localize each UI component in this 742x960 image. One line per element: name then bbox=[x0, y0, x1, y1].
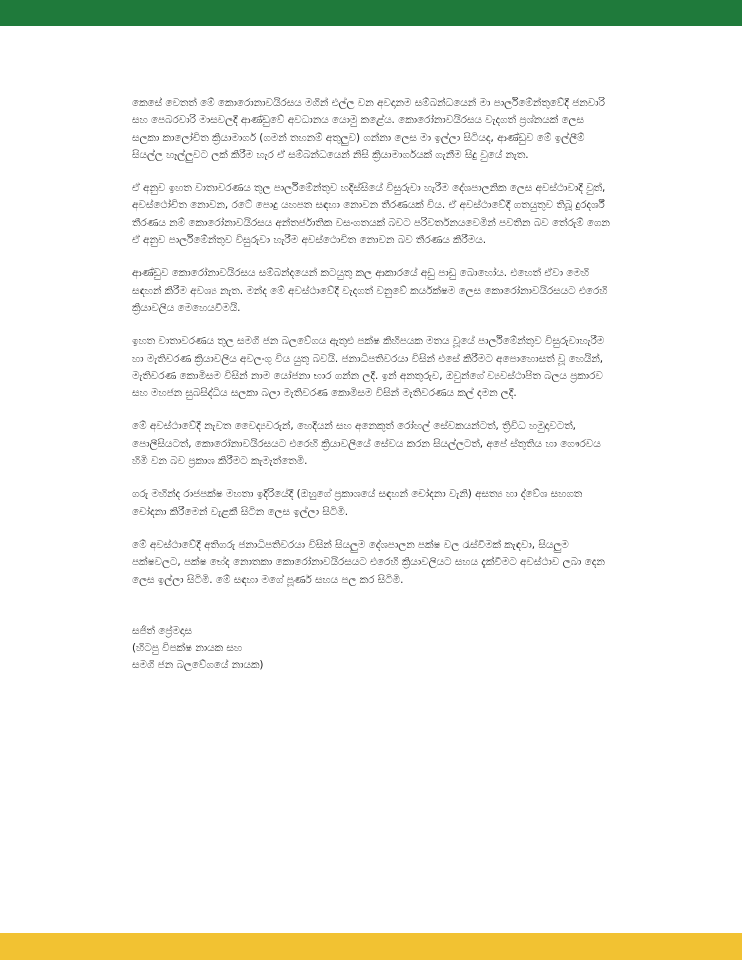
paragraph-1: කෙසේ වෙතත් මේ කොරොනාවයිරසය මගින් එල්ල වන අවදානම සම්බන්ධයෙන් මා පාර්ලිමේන්තුවේදී ජනවාරි සහ පෙබරවාරි මාසවලදී ආණ්ඩුවේ අවධානය යොමු කළේය. කොරෝනාවයිරසය වැදගත් ප්‍රශ්නයක් ලෙස සලකා කාලෝචිත ක්‍රියාමාර්ග (ගමන් තහනම් අතුලුව) ගන්නා ලෙස මා ඉල්ලා සිටියද, ආණ්ඩුව මේ ඉල්ලීම් සියල්ල හෑල්ලුවට ලක් කිරීම හැර ඒ සම්බන්ධයෙන් නිසි ක්‍රියාමාර්ගයක් ගැනීම සිදු වුයේ නැත. bbox=[132, 97, 605, 161]
letter-body bbox=[132, 95, 612, 675]
paragraph-4: ඉහත වාතාවරණය තුල සමගි ජන බලවේගය ඇතුළු පක්ෂ කිහිපයක මතය වූයේ පාර්ලිමේන්තුව විසුරුවාහැරීම හා මැතිවරණ ක්‍රියාවලිය අවලංගු විය යුතු බවයි. ජනාධිපතිවරයා විසින් එසේ කිරීමට අපොහොසත් වූ හෙයින්, මැතිවරණ කොමිසම විසින් නාම යෝජනා භාර ගන්න ලදී. ඉන් අනතුරුව, ඔවුන්ගේ ව්‍යවස්ථාපිත බලය ප්‍රකාරව සහ මහජන සුබසිද්ධිය සලකා බලා මැතිවරණ කොමිසම විසින් මැතිවරණය කල් දමන ලදී. bbox=[132, 335, 605, 400]
bottom-yellow-band bbox=[0, 933, 742, 960]
paragraph-5: මේ අවස්ථාවේදී නැවත වෛද්‍යවරුන්, හෙදියන් සහ අනෙකුත් රෝහල් සේවකයන්ටත්, ත්‍රිවිධ හමුදාවටත්, පොලීසියටත්, කොරෝනාවයිරසයට එරෙහි ක්‍රියාවලියේ සේවය කරන සියල්ලටත්, අපේ ස්තුතිය හා ගෞරවය හිමි වන බව ප්‍රකාශ කිරීමට කැමැත්තෙමි. bbox=[132, 420, 601, 468]
signatory-name: සජිත් ප්‍රේමදාස bbox=[132, 624, 192, 637]
signatory-title-line-2: සමගි ජන බලවේගයේ නායක) bbox=[132, 659, 264, 672]
paragraph-3: ආණ්ඩුව කොරෝනාවයිරසය සම්බන්දයෙන් කටයුතු කල ආකාරයේ අඩු පාඩු බොහෝය. එහෙත් ඒවා මෙහි සඳහන් කිරීම අවශ්‍ය නැත. මන්ද මේ අවස්ථාවේදී වැදගත් වනුවේ කර්යක්ෂම ලෙස කොරෝනාවයිරසයට එරෙහි ක්‍රියාවලිය මෙහෙයවීමයි. bbox=[132, 267, 608, 314]
signature-block bbox=[132, 623, 612, 675]
paragraph-6: ගරු මහින්ද රාජපක්ෂ මහතා ඉදිරියේදී (ඔහුගේ ප්‍රකාශයේ සඳහන් චෝදනා වැනි) අසත්‍ය හා ද්වේශ සහගත චෝදනා කිරීමෙන් වැළකී සිටින ලෙස ඉල්ලා සිටිමි. bbox=[132, 488, 583, 518]
signatory-title-line-1: (හිටපු විපක්ෂ නායක සහ bbox=[132, 642, 243, 655]
paragraph-7: මේ අවස්ථාවේදී අතිගරු ජනාධිපතිවරයා විසින් සියලුම දේශපාලන පක්ෂ වල රැස්වීමක් කැඳවා, සියලුම පක්ෂවලට, පක්ෂ භේද නොතකා කොරෝනාවයිරසයට එරෙහි ක්‍රියාවලියට සහය දැක්වීමට අවස්ථාව ලබා දෙන ලෙස ඉල්ලා සිටිමි. මේ සඳහා මගේ පූර්ණ සහය පල කර සිටිමි. bbox=[132, 538, 605, 586]
paragraph-2: ඒ අනුව ඉහත වාතාවරණය තුල පාර්ලිමේන්තුව හදිස්සියේ විසුරුවා හැරීම දේශපාලනික ලෙස අවස්ථාවාදී වුත්, අවස්ථෝචිත නොවන, රටේ පොදු යහපත සඳහා නොවන තීරණයක් විය. ඒ අවස්ථාවේදී ගතයුතුව තිබූ දුරදර්ශී තීරණය නම් කොරෝනාවයිරසය අන්තර්ජාතික වසංගතයක් බවට පරිවර්තනයවෙමින් පවතින බව තේරුම් ගෙන ඒ අනුව පාර්ලිමේන්තුව විසුරුවා හැරීම අවස්ථොචිත නොවන බව තීරණය කිරීමය. bbox=[132, 182, 610, 247]
top-green-band bbox=[0, 0, 742, 26]
